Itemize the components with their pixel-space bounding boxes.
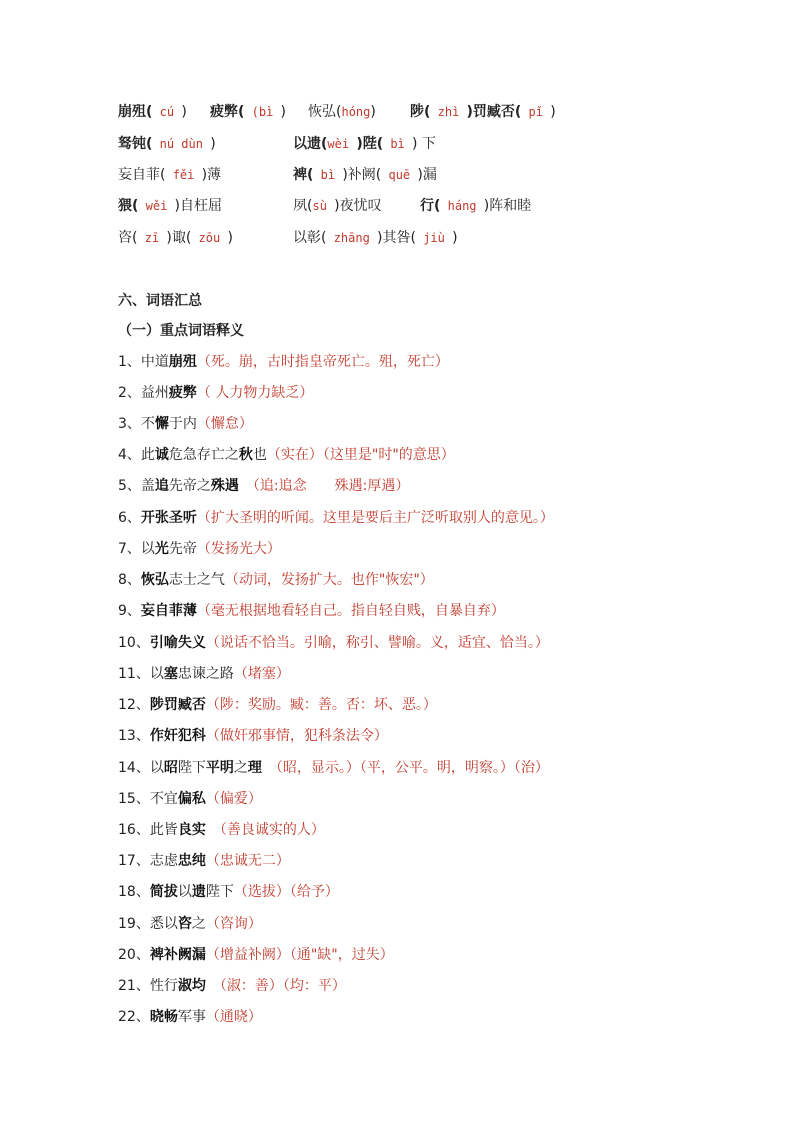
item-text: 性行 <box>149 978 178 994</box>
list-item <box>118 537 778 561</box>
item-text: 以 <box>149 666 164 682</box>
definition: （通晓） <box>205 1009 262 1025</box>
item-text: 军事 <box>177 1009 206 1025</box>
pinyin: zhì <box>430 105 467 119</box>
key-word: 秋 <box>238 447 253 463</box>
definition: （动词，发扬扩大。也作"恢宏"） <box>224 572 434 588</box>
key-word: 光 <box>154 541 169 557</box>
definition: （发扬光大） <box>196 541 281 557</box>
item-number: 22、 <box>118 1009 150 1025</box>
item-text: 以 <box>140 541 155 557</box>
list-item <box>118 849 778 873</box>
list-item <box>118 474 778 498</box>
item-text: 忠谏之路 <box>177 666 234 682</box>
key-word: 恢弘 <box>140 572 169 588</box>
pinyin: pǐ <box>521 105 551 119</box>
item-number: 7、 <box>118 541 141 557</box>
pinyin-cell <box>410 100 556 124</box>
pinyin: fěi <box>165 168 202 182</box>
definition: （懈怠） <box>196 416 253 432</box>
key-word: 作奸犯科 <box>149 728 206 744</box>
pinyin-cell <box>293 194 382 218</box>
item-text: 此 <box>140 447 155 463</box>
pinyin: wěi <box>138 199 175 213</box>
word: ) <box>227 230 233 246</box>
word: )诹( <box>166 230 192 246</box>
key-word: 简拔 <box>149 884 178 900</box>
pinyin-cell <box>118 226 233 250</box>
word: 驽钝( <box>118 136 153 152</box>
pinyin-cell <box>293 132 436 156</box>
word: ) <box>550 104 556 120</box>
key-word: 昭 <box>163 760 178 776</box>
pinyin-row-2 <box>0 132 794 156</box>
list-item <box>118 506 778 530</box>
word: )罚臧否( <box>466 104 522 120</box>
pinyin: sù <box>312 199 335 213</box>
pinyin-row-1 <box>0 100 794 124</box>
key-word: 陟罚臧否 <box>149 697 206 713</box>
word: 行( <box>420 198 441 214</box>
word: 咨( <box>118 230 138 246</box>
word: 以彰( <box>293 230 327 246</box>
item-text: 陛下 <box>205 884 234 900</box>
word: 以遗( <box>293 136 328 152</box>
list-item <box>118 443 778 467</box>
key-word: 咨 <box>177 916 192 932</box>
item-text: 不宜 <box>149 791 178 807</box>
item-number: 4、 <box>118 447 141 463</box>
word: 疲弊( <box>210 104 245 120</box>
pinyin-cell <box>118 163 221 187</box>
item-number: 1、 <box>118 354 141 370</box>
word: ) <box>452 230 458 246</box>
item-text: 悉以 <box>149 916 178 932</box>
section-title: 六、词语汇总 <box>118 293 202 309</box>
item-number: 13、 <box>118 728 150 744</box>
item-text: 以 <box>177 884 192 900</box>
word: ) <box>370 104 376 120</box>
definition: （堵塞） <box>233 666 290 682</box>
item-text: 之 <box>233 760 248 776</box>
pinyin: zī <box>137 231 167 245</box>
item-text: 陛下 <box>177 760 206 776</box>
key-word: 忠纯 <box>177 853 206 869</box>
item-number: 3、 <box>118 416 141 432</box>
item-number: 19、 <box>118 916 150 932</box>
definition: （增益补阙）（通"缺"，过失） <box>205 947 394 963</box>
pinyin-row-3 <box>0 163 794 187</box>
item-number: 10、 <box>118 635 150 651</box>
definition: （昭，显示。）（平，公平。明，明察。）（治） <box>261 760 549 776</box>
item-text: 志士之气 <box>168 572 225 588</box>
definition: （忠诚无二） <box>205 853 290 869</box>
pinyin-cell <box>118 194 222 218</box>
definition: （追:追念 殊遇:厚遇） <box>238 478 410 494</box>
definition: （选拔）（给予） <box>233 884 339 900</box>
word: 崩殂( <box>118 104 153 120</box>
list-item <box>118 693 778 717</box>
pinyin: zhāng <box>326 231 378 245</box>
item-number: 2、 <box>118 385 141 401</box>
word: ) <box>181 104 187 120</box>
key-word: 妄自菲薄 <box>140 603 197 619</box>
pinyin: nú dùn <box>152 137 211 151</box>
item-number: 6、 <box>118 510 141 526</box>
key-word: 塞 <box>163 666 178 682</box>
item-text: 危急存亡之 <box>168 447 239 463</box>
word: )薄 <box>201 167 222 183</box>
key-word: 晓畅 <box>149 1009 178 1025</box>
word: )补阙( <box>342 167 382 183</box>
item-number: 11、 <box>118 666 150 682</box>
key-word: 崩殂 <box>168 354 197 370</box>
item-number: 20、 <box>118 947 150 963</box>
word: )陛( <box>356 136 384 152</box>
word: )夜忧叹 <box>334 198 382 214</box>
key-word: 诚 <box>154 447 169 463</box>
item-text: 先帝之 <box>168 478 211 494</box>
key-word: 殊遇 <box>210 478 239 494</box>
list-item <box>118 787 778 811</box>
item-number: 8、 <box>118 572 141 588</box>
definition: （实在）（这里是"时"的意思） <box>266 447 455 463</box>
word: )自枉屈 <box>174 198 222 214</box>
word: )阵和睦 <box>483 198 532 214</box>
list-item <box>118 912 778 936</box>
list-item <box>118 1005 778 1029</box>
definition: （偏爱） <box>205 791 262 807</box>
key-word: 懈 <box>154 416 169 432</box>
item-number: 12、 <box>118 697 150 713</box>
key-word: 遗 <box>191 884 206 900</box>
pinyin-cell <box>118 100 187 124</box>
word: ) <box>210 136 216 152</box>
pinyin: jiù <box>415 231 453 245</box>
item-number: 5、 <box>118 478 141 494</box>
key-word: 理 <box>247 760 262 776</box>
definition: （ 人力物力缺乏） <box>196 385 314 401</box>
key-word: 追 <box>154 478 169 494</box>
item-text: 不 <box>140 416 155 432</box>
list-item <box>118 381 778 405</box>
definition: （说话不恰当。引喻，称引、譬喻。义，适宜、恰当。） <box>205 635 549 651</box>
key-word: 引喻失义 <box>149 635 206 651</box>
word: 裨( <box>293 167 314 183</box>
definition: （淑：善）（均：平） <box>205 978 346 994</box>
list-item <box>118 943 778 967</box>
pinyin: cú <box>152 105 182 119</box>
item-number: 17、 <box>118 853 150 869</box>
item-text: 中道 <box>140 354 169 370</box>
word: )其咎( <box>377 230 416 246</box>
pinyin: bì <box>313 168 343 182</box>
key-word: 淑均 <box>177 978 206 994</box>
list-item <box>118 756 778 780</box>
key-word: 开张圣听 <box>140 510 197 526</box>
item-text: 先帝 <box>168 541 197 557</box>
definition: （毫无根据地看轻自己。指自轻自贱，自暴自弃） <box>196 603 505 619</box>
pinyin: (bì <box>244 105 281 119</box>
list-item <box>118 412 778 436</box>
list-item <box>118 350 778 374</box>
pinyin-cell <box>420 194 531 218</box>
key-word: 平明 <box>205 760 234 776</box>
item-text: 志虑 <box>149 853 178 869</box>
item-number: 9、 <box>118 603 141 619</box>
item-number: 15、 <box>118 791 150 807</box>
pinyin-cell <box>293 163 437 187</box>
pinyin: bì <box>383 137 413 151</box>
item-text: 也 <box>252 447 267 463</box>
key-word: 疲弊 <box>168 385 197 401</box>
pinyin-row-5 <box>0 226 794 250</box>
definition: （善良诚实的人） <box>205 822 325 838</box>
list-item <box>118 568 778 592</box>
word: 陟( <box>410 104 431 120</box>
list-item <box>118 880 778 904</box>
pinyin-cell <box>118 132 216 156</box>
word: 妄自菲( <box>118 167 166 183</box>
pinyin-cell <box>293 226 458 250</box>
item-text: 益州 <box>140 385 169 401</box>
definition: （死。崩，古时指皇帝死亡。殂，死亡） <box>196 354 449 370</box>
item-number: 14、 <box>118 760 150 776</box>
word: 夙( <box>293 198 313 214</box>
definition: （扩大圣明的听闻。这里是要后主广泛听取别人的意见。） <box>196 510 554 526</box>
definition: （咨询） <box>205 916 262 932</box>
item-text: 之 <box>191 916 206 932</box>
list-item <box>118 631 778 655</box>
word: 恢弘( <box>308 104 342 120</box>
sub-title: （一）重点词语释义 <box>118 323 244 339</box>
key-word: 裨补阙漏 <box>149 947 206 963</box>
item-number: 16、 <box>118 822 150 838</box>
list-item <box>118 662 778 686</box>
list-item <box>118 974 778 998</box>
word: ) <box>280 104 286 120</box>
pinyin: hóng <box>341 105 371 119</box>
word: ) 下 <box>412 136 436 152</box>
item-text: 以 <box>149 760 164 776</box>
list-item <box>118 818 778 842</box>
pinyin-cell <box>210 100 286 124</box>
pinyin: háng <box>440 199 484 213</box>
pinyin: wèi <box>327 137 357 151</box>
pinyin-row-4 <box>0 194 794 218</box>
pinyin-cell <box>308 100 376 124</box>
definition: （做奸邪事情，犯科条法令） <box>205 728 388 744</box>
word: )漏 <box>417 167 437 183</box>
pinyin: quē <box>381 168 418 182</box>
key-word: 偏私 <box>177 791 206 807</box>
definition: （陟：奖励。臧：善。否：坏、恶。） <box>205 697 437 713</box>
item-number: 18、 <box>118 884 150 900</box>
item-text: 于内 <box>168 416 197 432</box>
item-number: 21、 <box>118 978 150 994</box>
pinyin: zōu <box>191 231 228 245</box>
list-item <box>118 599 778 623</box>
item-text: 此皆 <box>149 822 178 838</box>
word: 猥( <box>118 198 139 214</box>
key-word: 良实 <box>177 822 206 838</box>
list-item <box>118 724 778 748</box>
item-text: 盖 <box>140 478 155 494</box>
